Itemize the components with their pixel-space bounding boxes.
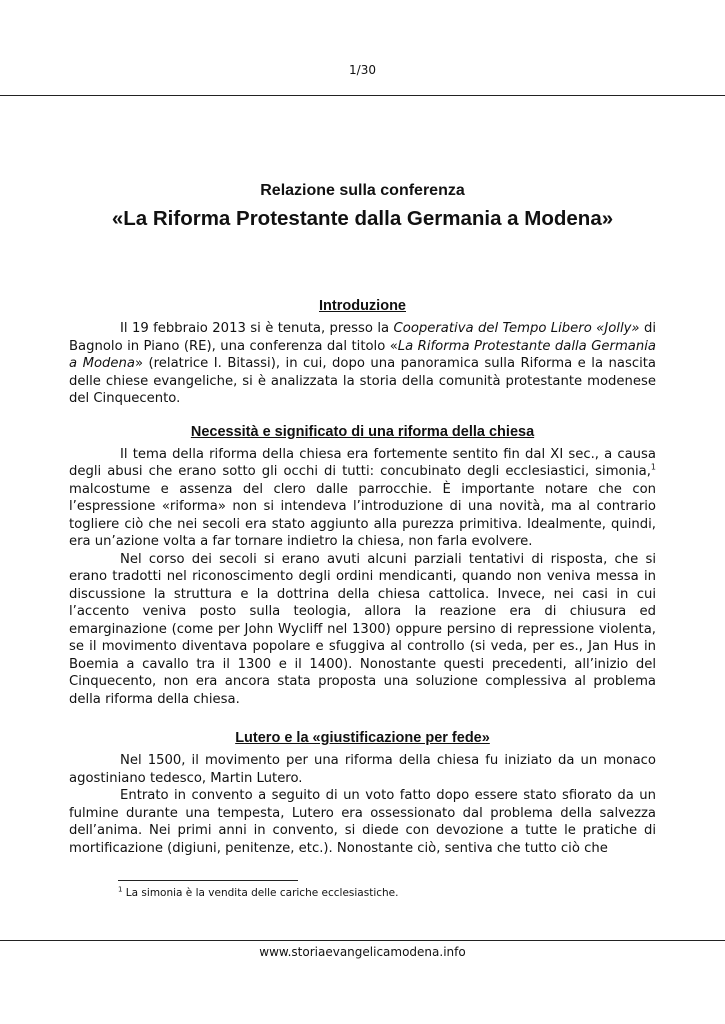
title-line-2: «La Riforma Protestante dalla Germania a Modena» bbox=[111, 207, 614, 230]
document-title bbox=[0, 180, 725, 234]
text-run: » (relatrice I. Bitassi), in cui, dopo una panoramica sulla Riforma e la nascita delle chiese evangeliche, si è analizzata la storia della comunità protestante modenese del Cinquecento. bbox=[69, 356, 656, 406]
text-run: malcostume e assenza del clero dalle parrocchie. È importante notare che con l’espressione «riforma» non si intendeva l’introduzione di una novità, ma al contrario togliere ciò che nei secoli era stato aggiunto alla purezza primitiva. Idealmente, quindi, era un’azione volta a far tornare indietro la chiesa, non farla evolvere. bbox=[69, 481, 656, 549]
title-line-1: Relazione sulla conferenza bbox=[260, 182, 465, 199]
footer-rule bbox=[0, 940, 725, 941]
section-heading-lutero: Lutero e la «giustificazione per fede» bbox=[235, 730, 490, 746]
italic-run: Cooperativa del Tempo Libero «Jolly» bbox=[393, 321, 640, 336]
paragraph-lutero-2: Entrato in convento a seguito di un voto fatto dopo essere stato sfiorato da un fulmine durante una tempesta, Lutero era ossessionato dal problema della salvezza dell’anima. Nei primi anni in convento, si diede con devozione a tutte le pratiche di mortificazione (digiuni, penitenze, etc.). Nonostante ciò, sentiva che tutto ciò che bbox=[69, 788, 656, 856]
section-heading-necessita: Necessità e significato di una riforma della chiesa bbox=[190, 423, 535, 440]
paragraph-introduzione bbox=[69, 320, 656, 408]
header-rule bbox=[0, 95, 725, 96]
italic-run: La Riforma Protestante dalla Germania a Modena bbox=[69, 338, 656, 371]
footnote bbox=[118, 887, 398, 899]
document-body bbox=[69, 296, 656, 857]
footer-url[interactable]: www.storiaevangelicamodena.info bbox=[259, 945, 466, 959]
paragraph-necessita-1 bbox=[69, 446, 656, 551]
paragraph-necessita-2: Nel corso dei secoli si erano avuti alcuni parziali tentativi di risposta, che si erano tradotti nel riconoscimento degli ordini mendicanti, quando non veniva messa in discussione la struttura e la dottrina della chiesa cattolica. Invece, nei casi in cui l’accento veniva posto sulla teologia, allora la reazione era di chiusura ed emarginazione (come per John Wycliff nel 1300) oppure persino di repressione violenta, se il movimento diventava popolare e sfuggiva al controllo (si veda, per es., Jan Hus in Boemia a cavallo tra il 1300 e il 1400). Nonostante questi precedenti, all’inizio del Cinquecento, non era ancora stata proposta una soluzione complessiva al problema della riforma della chiesa. bbox=[69, 551, 656, 707]
paragraph-lutero-1: Nel 1500, il movimento per una riforma della chiesa fu iniziato da un monaco agostiniano tedesco, Martin Lutero. bbox=[69, 753, 656, 786]
footnote-text: La simonia è la vendita delle cariche ecclesiastiche. bbox=[122, 887, 399, 899]
text-run: di Bagnolo in Piano (RE), una conferenza dal titolo « bbox=[69, 321, 656, 354]
footnote-rule bbox=[118, 880, 298, 881]
footnote-reference[interactable]: 1 bbox=[650, 462, 656, 472]
page-number: 1/30 bbox=[349, 63, 376, 77]
footnote-mark: 1 bbox=[118, 885, 123, 894]
text-run: Il 19 febbraio 2013 si è tenuta, presso la bbox=[120, 321, 394, 336]
section-heading-introduzione: Introduzione bbox=[319, 298, 406, 314]
text-run: Il tema della riforma della chiesa era fortemente sentito fin dal XI sec., a causa degli abusi che erano sotto gli occhi di tutti: concubinato degli ecclesiastici, simonia, bbox=[69, 446, 656, 479]
